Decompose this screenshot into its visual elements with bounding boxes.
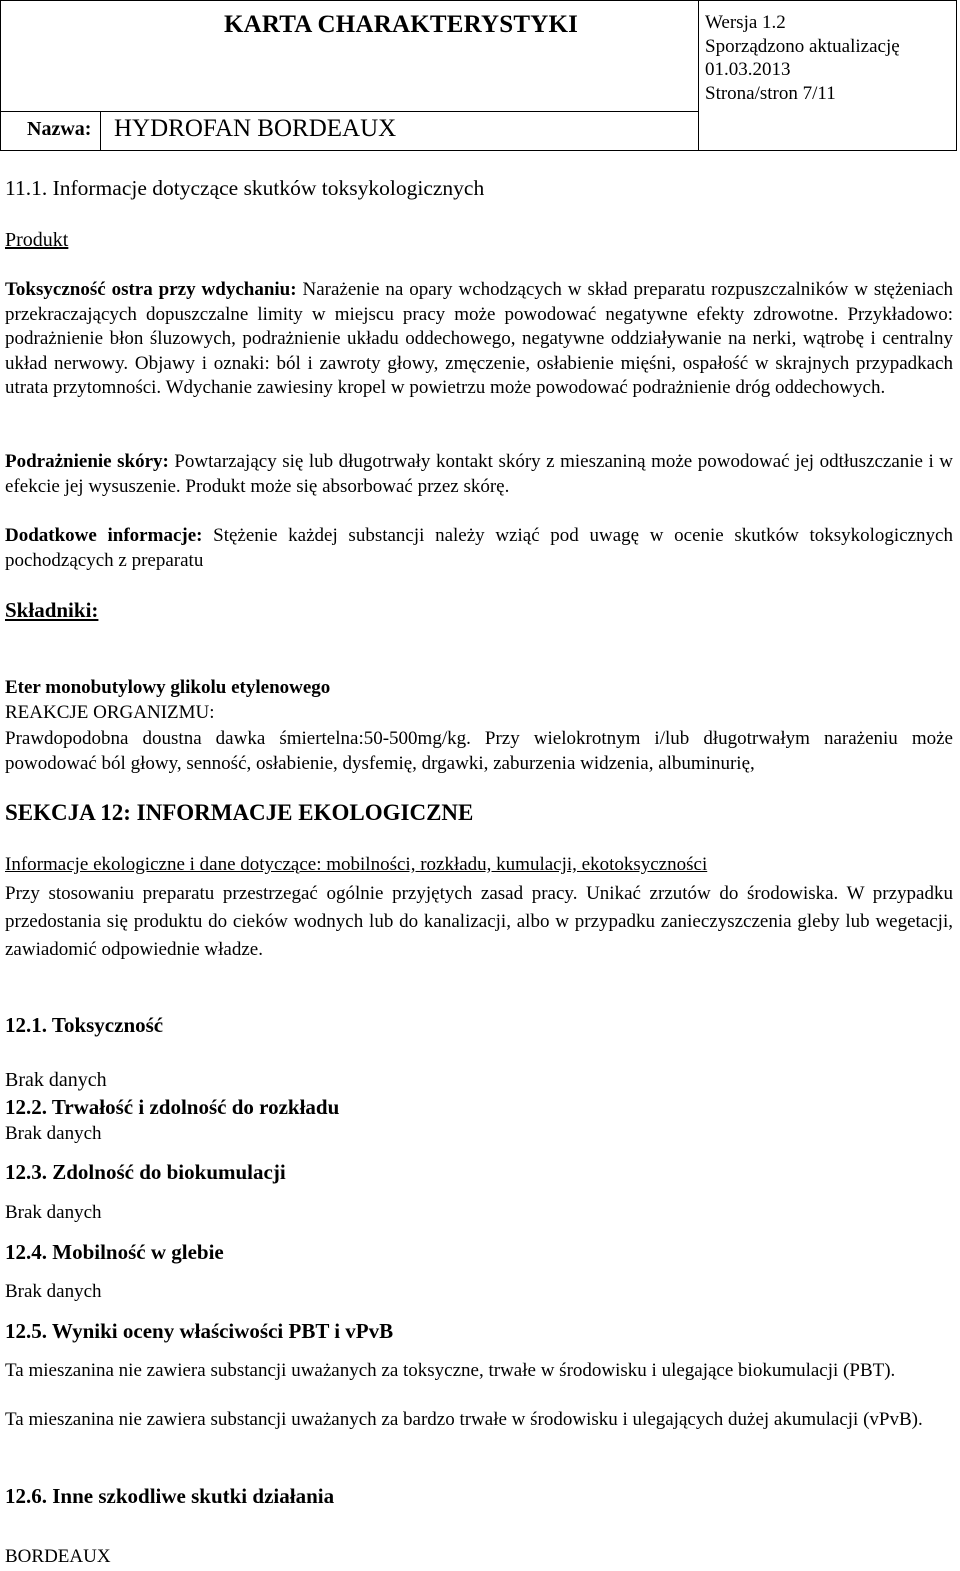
header-divider xyxy=(100,111,101,150)
update-date: 01.03.2013 xyxy=(705,59,791,80)
ether-text: Prawdopodobna doustna dawka śmiertelna:50-500mg/kg. Przy wielokrotnym i/lub długotrwałym narażeniu może powodować ból głowy, senność, osłabienie, dysfemię, drgawki, zaburzenia widzenia, albuminurię, xyxy=(5,728,953,774)
text-12-2: Brak danych xyxy=(5,1123,102,1144)
eco-info-label: Informacje ekologiczne i dane dotyczące: mobilności, rozkładu, kumulacji, ekotoksyczności xyxy=(5,854,708,875)
footer-text: BORDEAUX xyxy=(5,1546,111,1567)
eco-info-text: Przy stosowaniu preparatu przestrzegać ogólnie przyjętych zasad pracy. Unikać zrzutów do środowiska. W przypadku przedostania się produktu do cieków wodnych lub do kanalizacji, albo w przypadku zanieczyszczenia gleby lub wegetacji, zawiadomić odpowiednie władze. xyxy=(5,883,953,960)
inhalation-paragraph xyxy=(5,278,953,401)
document-header xyxy=(0,0,957,151)
extra-info-text: Stężenie każdej substancji należy wziąć pod uwagę w ocenie skutków toksykologicznych pochodzących z preparatu xyxy=(5,525,953,571)
page-number: Strona/stron 7/11 xyxy=(705,82,836,104)
extra-info-label: Dodatkowe informacje: xyxy=(5,525,203,546)
header-divider xyxy=(1,111,698,112)
heading-12-3: 12.3. Zdolność do biokumulacji xyxy=(5,1160,286,1184)
inhalation-text: Narażenie na opary wchodzących w skład preparatu rozpuszczalników w stężeniach przekraczających dopuszczalne limity w miejscu pracy może powodować negatywne efekty zdrowotne. Przykładowo: podrażnienie błon śluzowych, podrażnienie układu oddechowego, negatywne oddziaływanie na nerki, wątrobę i centralny układ nerwowy. Objawy i oznaki: ból i zawroty głowy, zmęczenie, osłabienie mięśni, ospałość w skrajnych przypadkach utrata przytomności. Wdychanie zawiesiny kropel w powietrzu może powodować podrażnienie dróg oddechowych. xyxy=(5,279,954,398)
text-12-4: Brak danych xyxy=(5,1281,102,1302)
heading-12-6: 12.6. Inne szkodliwe skutki działania xyxy=(5,1484,335,1508)
produkt-label: Produkt xyxy=(5,229,69,251)
text-12-1: Brak danych xyxy=(5,1069,107,1091)
extra-info-paragraph xyxy=(5,524,953,573)
heading-12-4: 12.4. Mobilność w glebie xyxy=(5,1240,224,1264)
section-heading-12: SEKCJA 12: INFORMACJE EKOLOGICZNE xyxy=(5,800,474,825)
heading-12-2: 12.2. Trwałość i zdolność do rozkładu xyxy=(5,1095,340,1119)
organism-label: REAKCJE ORGANIZMU: xyxy=(5,702,215,723)
header-divider xyxy=(698,1,699,150)
inhalation-label: Toksyczność ostra przy wdychaniu: xyxy=(5,279,297,300)
skin-text: Powtarzający się lub długotrwały kontakt skóry z mieszaniną może powodować jej odtłuszczanie i w efekcie jej wysuszenie. Produkt może się absorbować przez skórę. xyxy=(5,451,953,497)
update-label: Sporządzono aktualizację xyxy=(705,35,900,57)
section-heading-11-1: 11.1. Informacje dotyczące skutków toksykologicznych xyxy=(5,176,485,200)
skin-label: Podrażnienie skóry: xyxy=(5,451,169,472)
text-12-3: Brak danych xyxy=(5,1202,102,1223)
document-title: KARTA CHARAKTERYSTYKI xyxy=(223,11,579,38)
heading-12-1: 12.1. Toksyczność xyxy=(5,1013,164,1037)
text-12-5-pbt: Ta mieszanina nie zawiera substancji uważanych za toksyczne, trwałe w środowisku i ulegające biokumulacji (PBT). xyxy=(5,1360,896,1381)
product-name: HYDROFAN BORDEAUX xyxy=(114,115,397,142)
name-label: Nazwa: xyxy=(27,118,92,140)
text-12-5-vpvb: Ta mieszanina nie zawiera substancji uważanych za bardzo trwałe w środowisku i ulegających dużej akumulacji (vPvB). xyxy=(5,1409,923,1430)
version-info xyxy=(705,11,900,105)
version-label: Wersja 1.2 xyxy=(705,12,786,33)
heading-12-5: 12.5. Wyniki oceny właściwości PBT i vPvB xyxy=(5,1319,394,1343)
components-label: Składniki: xyxy=(5,598,99,622)
ether-name: Eter monobutylowy glikolu etylenowego xyxy=(5,677,331,698)
skin-paragraph xyxy=(5,450,953,499)
